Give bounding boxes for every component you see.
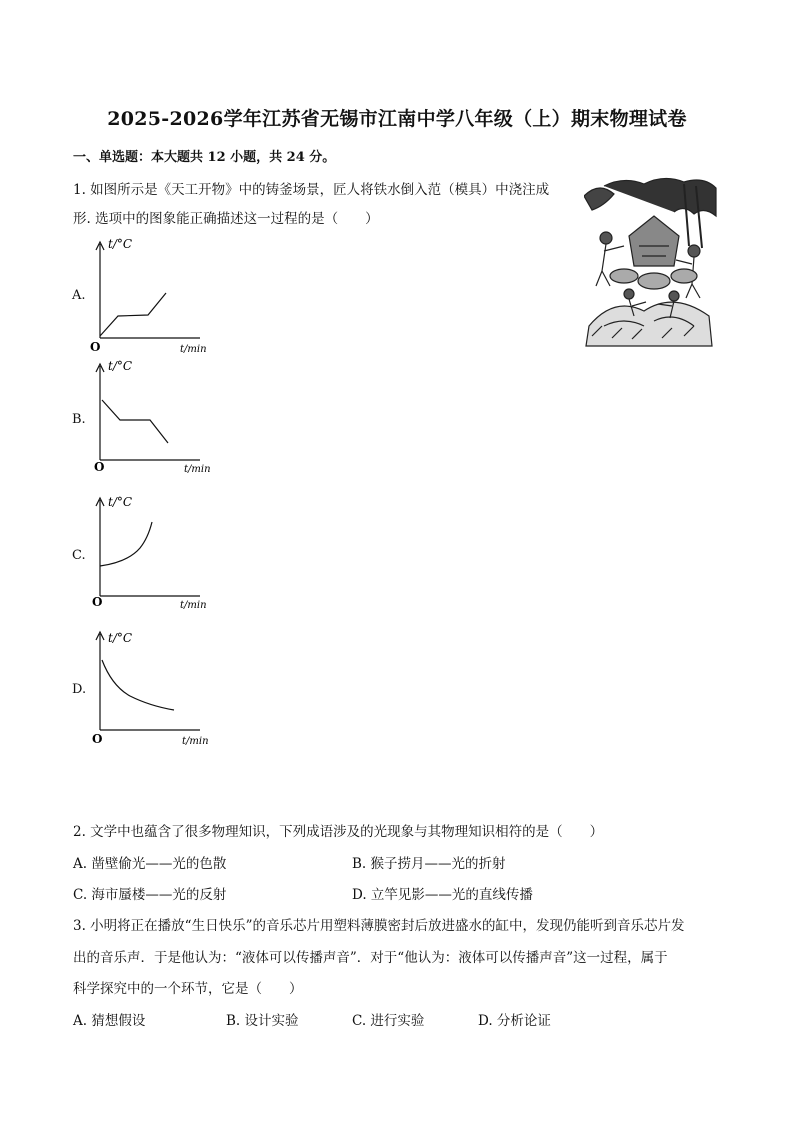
x-axis-label: t/min bbox=[180, 344, 207, 355]
q1-graph-b bbox=[88, 358, 228, 478]
q2-stem: 2. 文学中也蕴含了很多物理知识，下列成语涉及的光现象与其物理知识相符的是（ ） bbox=[73, 824, 604, 840]
q3-stem-line1: 3. 小明将正在播放“生日快乐”的音乐芯片用塑料薄膜密封后放进盛水的缸中，发现仍能听到音乐芯片发 bbox=[73, 918, 685, 934]
q3-option-d: D. 分析论证 bbox=[478, 1013, 551, 1029]
y-axis-label: t/°C bbox=[108, 359, 133, 373]
y-axis-label: t/°C bbox=[108, 237, 133, 251]
q1-graph-a bbox=[88, 236, 228, 356]
section-heading: 一、单选题：本大题共 12 小题，共 24 分。 bbox=[73, 150, 336, 165]
temperature-curve bbox=[102, 400, 168, 443]
casting-woodcut-illustration bbox=[584, 176, 718, 348]
page-title: 2025-2026学年江苏省无锡市江南中学八年级（上）期末物理试卷 bbox=[107, 108, 687, 130]
q1-graph-d bbox=[88, 628, 228, 748]
q2-option-c: C. 海市蜃楼——光的反射 bbox=[73, 887, 227, 903]
q3-option-c: C. 进行实验 bbox=[352, 1013, 425, 1029]
q3-option-b: B. 设计实验 bbox=[226, 1013, 299, 1029]
temperature-curve bbox=[100, 522, 152, 566]
x-axis-label: t/min bbox=[184, 464, 211, 475]
q1-option-d-label: D. bbox=[72, 682, 87, 697]
q2-option-d: D. 立竿见影——光的直线传播 bbox=[352, 887, 533, 903]
origin-label: O bbox=[92, 732, 103, 746]
q3-stem-line2: 出的音乐声．于是他认为：“液体可以传播声音”．对于“他认为：液体可以传播声音”这一过程，属于 bbox=[73, 950, 668, 966]
q1-option-c-label: C. bbox=[72, 548, 86, 563]
q2-option-a: A. 凿壁偷光——光的色散 bbox=[73, 856, 227, 872]
q1-stem-line2: 形. 选项中的图象能正确描述这一过程的是（ ） bbox=[73, 211, 379, 227]
y-axis-label: t/°C bbox=[108, 495, 133, 509]
temperature-curve bbox=[100, 293, 166, 336]
x-axis-label: t/min bbox=[182, 736, 209, 747]
q3-stem-line3: 科学探究中的一个环节，它是（ ） bbox=[73, 981, 303, 997]
origin-label: O bbox=[92, 595, 103, 609]
x-axis-label: t/min bbox=[180, 600, 207, 611]
origin-label: O bbox=[90, 340, 101, 354]
y-axis-label: t/°C bbox=[108, 631, 133, 645]
q3-option-a: A. 猜想假设 bbox=[73, 1013, 146, 1029]
q1-option-b-label: B. bbox=[72, 412, 86, 427]
q1-option-a-label: A. bbox=[72, 288, 86, 303]
q1-stem-line1: 1. 如图所示是《天工开物》中的铸釜场景，匠人将铁水倒入范（模具）中浇注成 bbox=[73, 182, 550, 198]
q2-option-b: B. 猴子捞月——光的折射 bbox=[352, 856, 506, 872]
origin-label: O bbox=[94, 460, 105, 474]
temperature-curve bbox=[102, 660, 174, 710]
q1-graph-c bbox=[88, 492, 228, 612]
